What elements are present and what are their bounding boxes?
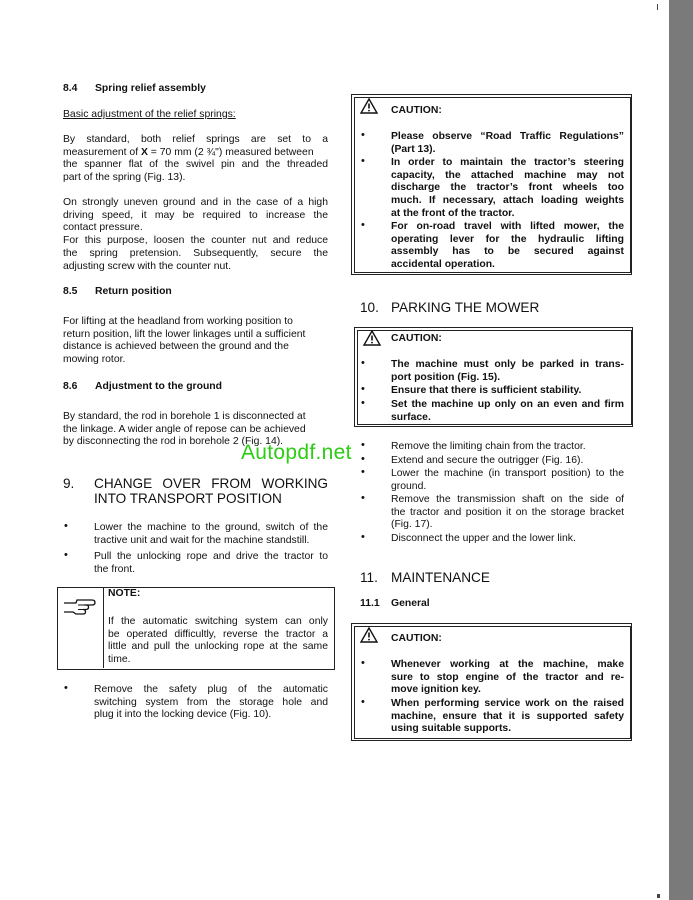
bullet: • [361,453,365,465]
bullet: • [361,397,365,409]
caution3-item1-line3: move ignition key. [391,684,481,696]
caution2-item1-line1: The machine must only be parked in trans- [391,359,624,370]
section-8-4-number: 8.4 [63,83,78,94]
pointing-hand-icon [62,595,98,617]
paragraph-loosen-line1: For this purpose, loosen the counter nut and reduce [63,235,328,247]
caution1-item2-line1: In order to maintain the tractor’s steering [391,157,624,168]
bullet-shaft-line2: the tractor and position it on the storage bracket [391,506,624,518]
caution2-item3-line1: Set the machine up only on an even and firm [391,399,624,410]
note-text-line2: be operated difficultly, reverse the tractor a [108,628,328,640]
paragraph-uneven-line3: contact pressure. [63,222,143,234]
paragraph-spring-line1: By standard, both relief springs are set to a [63,134,328,145]
warning-triangle-icon [360,627,378,648]
bullet: • [361,466,365,478]
section-8-5-number: 8.5 [63,286,78,297]
section-9-number: 9. [63,476,75,491]
bullet: • [361,357,365,369]
caution1-item1-line1: Please observe “Road Traffic Regulations” [391,131,624,142]
section-8-4-title: Spring relief assembly [95,83,206,94]
warning-triangle-icon [360,98,378,119]
paragraph-return-line3: distance is achieved between the ground and the [63,341,289,353]
paragraph-loosen-line2: the spring pretension. Subsequently, secure the [63,247,328,259]
crop-mark-bottom [657,894,660,898]
paragraph-spring-line4: part of the spring (Fig. 13). [63,172,186,184]
caution2-item2-line1: Ensure that there is sufficient stability. [391,385,582,396]
paragraph-return-line4: mowing rotor. [63,354,126,366]
paragraph-ground-line2: the linkage. A wider angle of repose can be achieved [63,423,306,435]
bullet: • [361,439,365,451]
warning-triangle-icon [363,330,381,351]
bullet-lower-line2: tractive unit and wait for the machine standstill. [94,534,310,546]
bullet: • [361,657,365,669]
bullet-lower-line1: Lower the machine to the ground, switch of the [94,522,328,533]
caution-title: CAUTION: [391,333,442,344]
bullet-lower-machine-line2: ground. [391,480,427,492]
crop-mark-top [657,4,658,10]
caution1-item3-line3: assembly has to be secured against [391,246,624,258]
paragraph-uneven-line1: On strongly uneven ground and in the case of a high [63,197,328,208]
section-10-number: 10. [360,300,379,315]
section-11-1-title: General [391,598,430,609]
bullet: • [361,696,365,708]
paragraph-return-line2: return position, lift the lower linkages until a sufficient [63,328,306,340]
section-8-6-number: 8.6 [63,381,78,392]
bullet: • [361,492,365,504]
caution3-item2-line3: using suitable supports. [391,723,512,735]
caution3-item1-line1: Whenever working at the machine, make [391,659,624,670]
bullet-pull-line2: the front. [94,563,136,575]
caution2-item1-line2: port position (Fig. 15). [391,371,501,383]
section-9-title-line1: CHANGE OVER FROM WORKING [94,476,328,491]
caution1-item2-line4: much. If necessary, attach loading weights [391,195,624,207]
caution3-item2-line1: When performing service work on the raised [391,698,624,709]
caution3-item1-line2: sure to stop engine of the tractor and re- [391,671,624,683]
section-8-6-title: Adjustment to the ground [95,381,222,392]
note-title: NOTE: [108,588,141,599]
bullet-remove-chain: Remove the limiting chain from the tractor. [391,441,586,452]
bullet-extend-outrigger: Extend and secure the outrigger (Fig. 16). [391,455,584,466]
section-11-1-number: 11.1 [360,598,380,609]
bullet: • [64,549,68,561]
bullet-safety-line2: switching system from the storage hole and [94,696,328,708]
bullet: • [361,531,365,543]
caution-title: CAUTION: [391,105,442,116]
bullet-shaft-line1: Remove the transmission shaft on the side of [391,494,624,505]
bullet: • [64,682,68,694]
watermark: Autopdf.net [241,441,352,464]
note-text-line3: little and pull the unlocking rope at the same [108,641,328,653]
caution2-item3-line2: surface. [391,411,431,423]
section-9-title-line2: INTO TRANSPORT POSITION [94,491,282,506]
caution3-item2-line2: machine, ensure that it is supported safety [391,710,624,722]
caution1-item1-line2: (Part 13). [391,143,436,155]
bullet-safety-line3: plug it into the locking device (Fig. 10). [94,709,272,721]
paragraph-ground-line1: By standard, the rod in borehole 1 is disconnected at [63,411,306,422]
caution-title: CAUTION: [391,633,442,644]
caution1-item3-line1: For on-road travel with lifted mower, the [391,221,624,232]
note-text-line1: If the automatic switching system can only [108,616,328,627]
basic-adjustment-heading: Basic adjustment of the relief springs: [63,109,236,120]
section-8-5-title: Return position [95,286,172,297]
section-11-title: MAINTENANCE [391,570,490,585]
paragraph-loosen-line3: adjusting screw with the counter nut. [63,260,232,272]
note-text-line4: time. [108,654,131,666]
paragraph-ground-line3: by disconnecting the rod in borehole 2 (Fig. 14). [63,436,284,448]
section-11-number: 11. [360,570,378,585]
bullet: • [361,155,365,167]
bullet-disconnect-link: Disconnect the upper and the lower link. [391,533,576,544]
bullet-lower-machine-line1: Lower the machine (in transport position) to the [391,468,624,479]
bullet: • [361,383,365,395]
bullet-safety-line1: Remove the safety plug of the automatic [94,684,328,695]
caution1-item2-line5: at the front of the tractor. [391,207,515,219]
bullet: • [361,129,365,141]
bullet-shaft-line3: (Fig. 17). [391,519,433,531]
paragraph-spring-line3: the spanner flat of the swivel pin and the threaded [63,159,328,171]
caution1-item2-line2: capacity, the attached machine may not [391,169,624,181]
bullet: • [361,219,365,231]
bullet: • [64,520,68,532]
section-10-title: PARKING THE MOWER [391,300,540,315]
bullet-pull-line1: Pull the unlocking rope and drive the tractor to [94,551,328,562]
paragraph-uneven-line2: driving speed, it may be required to increase the [63,209,328,221]
caution1-item2-line3: discharge the tractor’s front wheels too [391,182,624,194]
caution1-item3-line2: operating lever for the hydraulic lifting [391,233,624,245]
viewer-background-strip [669,0,693,900]
paragraph-return-line1: For lifting at the headland from working position to [63,316,293,327]
paragraph-spring-line2: measurement of X = 70 mm (2 ¾") measured between [63,146,314,158]
caution1-item3-line4: accidental operation. [391,259,495,271]
